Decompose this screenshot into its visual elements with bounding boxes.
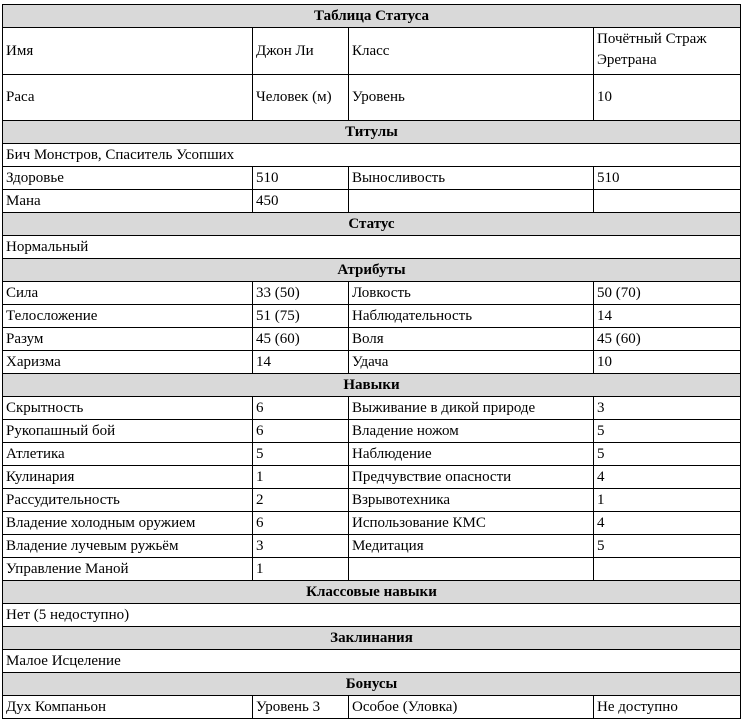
status-text: Нормальный <box>3 236 741 259</box>
table-title: Таблица Статуса <box>3 5 741 28</box>
skill-name: Скрытность <box>3 397 253 420</box>
health-label: Здоровье <box>3 167 253 190</box>
skill-value: 4 <box>594 512 741 535</box>
stamina-label: Выносливость <box>349 167 594 190</box>
empty-cell <box>594 190 741 213</box>
skill-value: 4 <box>594 466 741 489</box>
skill-row <box>3 512 741 535</box>
level-value: 10 <box>594 75 741 121</box>
skill-name: Владение лучевым ружьём <box>3 535 253 558</box>
health-value: 510 <box>253 167 349 190</box>
skill-row <box>3 466 741 489</box>
attribute-value: 10 <box>594 351 741 374</box>
skill-name: Взрывотехника <box>349 489 594 512</box>
skill-row <box>3 397 741 420</box>
skill-value: 2 <box>253 489 349 512</box>
bonus-level: Уровень 3 <box>253 696 349 719</box>
name-value: Джон Ли <box>253 28 349 75</box>
skill-value: 5 <box>253 443 349 466</box>
attribute-name: Сила <box>3 282 253 305</box>
attribute-name: Харизма <box>3 351 253 374</box>
race-label: Раса <box>3 75 253 121</box>
skill-name: Владение ножом <box>349 420 594 443</box>
skill-name: Выживание в дикой природе <box>349 397 594 420</box>
bonus-row <box>3 696 741 719</box>
stamina-value: 510 <box>594 167 741 190</box>
titles-text: Бич Монстров, Спаситель Усопших <box>3 144 741 167</box>
attribute-name: Разум <box>3 328 253 351</box>
skill-name: Рассудительность <box>3 489 253 512</box>
attribute-row <box>3 282 741 305</box>
skill-row <box>3 420 741 443</box>
bonuses-header: Бонусы <box>3 673 741 696</box>
skill-value: 6 <box>253 397 349 420</box>
attribute-value: 14 <box>253 351 349 374</box>
skill-row <box>3 443 741 466</box>
skill-name: Предчувствие опасности <box>349 466 594 489</box>
skill-name: Медитация <box>349 535 594 558</box>
attribute-name: Ловкость <box>349 282 594 305</box>
attribute-name: Телосложение <box>3 305 253 328</box>
mana-value: 450 <box>253 190 349 213</box>
skill-name <box>349 558 594 581</box>
attribute-row <box>3 351 741 374</box>
attribute-value: 45 (60) <box>594 328 741 351</box>
attribute-value: 33 (50) <box>253 282 349 305</box>
race-value: Человек (м) <box>253 75 349 121</box>
skill-row <box>3 489 741 512</box>
attribute-name: Наблюдательность <box>349 305 594 328</box>
attribute-name: Удача <box>349 351 594 374</box>
bonus-name: Дух Компаньон <box>3 696 253 719</box>
skill-value: 1 <box>594 489 741 512</box>
skill-name: Использование КМС <box>349 512 594 535</box>
attribute-name: Воля <box>349 328 594 351</box>
class-skills-header: Классовые навыки <box>3 581 741 604</box>
status-header: Статус <box>3 213 741 236</box>
mana-label: Мана <box>3 190 253 213</box>
level-label: Уровень <box>349 75 594 121</box>
skill-value: 3 <box>594 397 741 420</box>
skill-value <box>594 558 741 581</box>
skill-value: 5 <box>594 535 741 558</box>
skill-value: 3 <box>253 535 349 558</box>
spells-text: Малое Исцеление <box>3 650 741 673</box>
class-label: Класс <box>349 28 594 75</box>
skill-name: Кулинария <box>3 466 253 489</box>
skill-value: 5 <box>594 420 741 443</box>
skill-name: Наблюдение <box>349 443 594 466</box>
bonus-special: Особое (Уловка) <box>349 696 594 719</box>
attribute-value: 51 (75) <box>253 305 349 328</box>
skill-row <box>3 535 741 558</box>
attribute-value: 14 <box>594 305 741 328</box>
name-label: Имя <box>3 28 253 75</box>
skill-value: 6 <box>253 420 349 443</box>
attribute-row <box>3 305 741 328</box>
skill-value: 1 <box>253 558 349 581</box>
spells-header: Заклинания <box>3 627 741 650</box>
skill-value: 6 <box>253 512 349 535</box>
skill-name: Управление Маной <box>3 558 253 581</box>
attributes-header: Атрибуты <box>3 259 741 282</box>
skill-name: Атлетика <box>3 443 253 466</box>
class-skills-text: Нет (5 недоступно) <box>3 604 741 627</box>
class-value: Почётный Страж Эретрана <box>594 28 741 75</box>
skill-value: 1 <box>253 466 349 489</box>
skill-name: Владение холодным оружием <box>3 512 253 535</box>
attribute-row <box>3 328 741 351</box>
skills-header: Навыки <box>3 374 741 397</box>
skill-value: 5 <box>594 443 741 466</box>
empty-cell <box>349 190 594 213</box>
bonus-availability: Не доступно <box>594 696 741 719</box>
status-table <box>2 4 741 719</box>
skill-name: Рукопашный бой <box>3 420 253 443</box>
skill-row <box>3 558 741 581</box>
attribute-value: 45 (60) <box>253 328 349 351</box>
attribute-value: 50 (70) <box>594 282 741 305</box>
titles-header: Титулы <box>3 121 741 144</box>
